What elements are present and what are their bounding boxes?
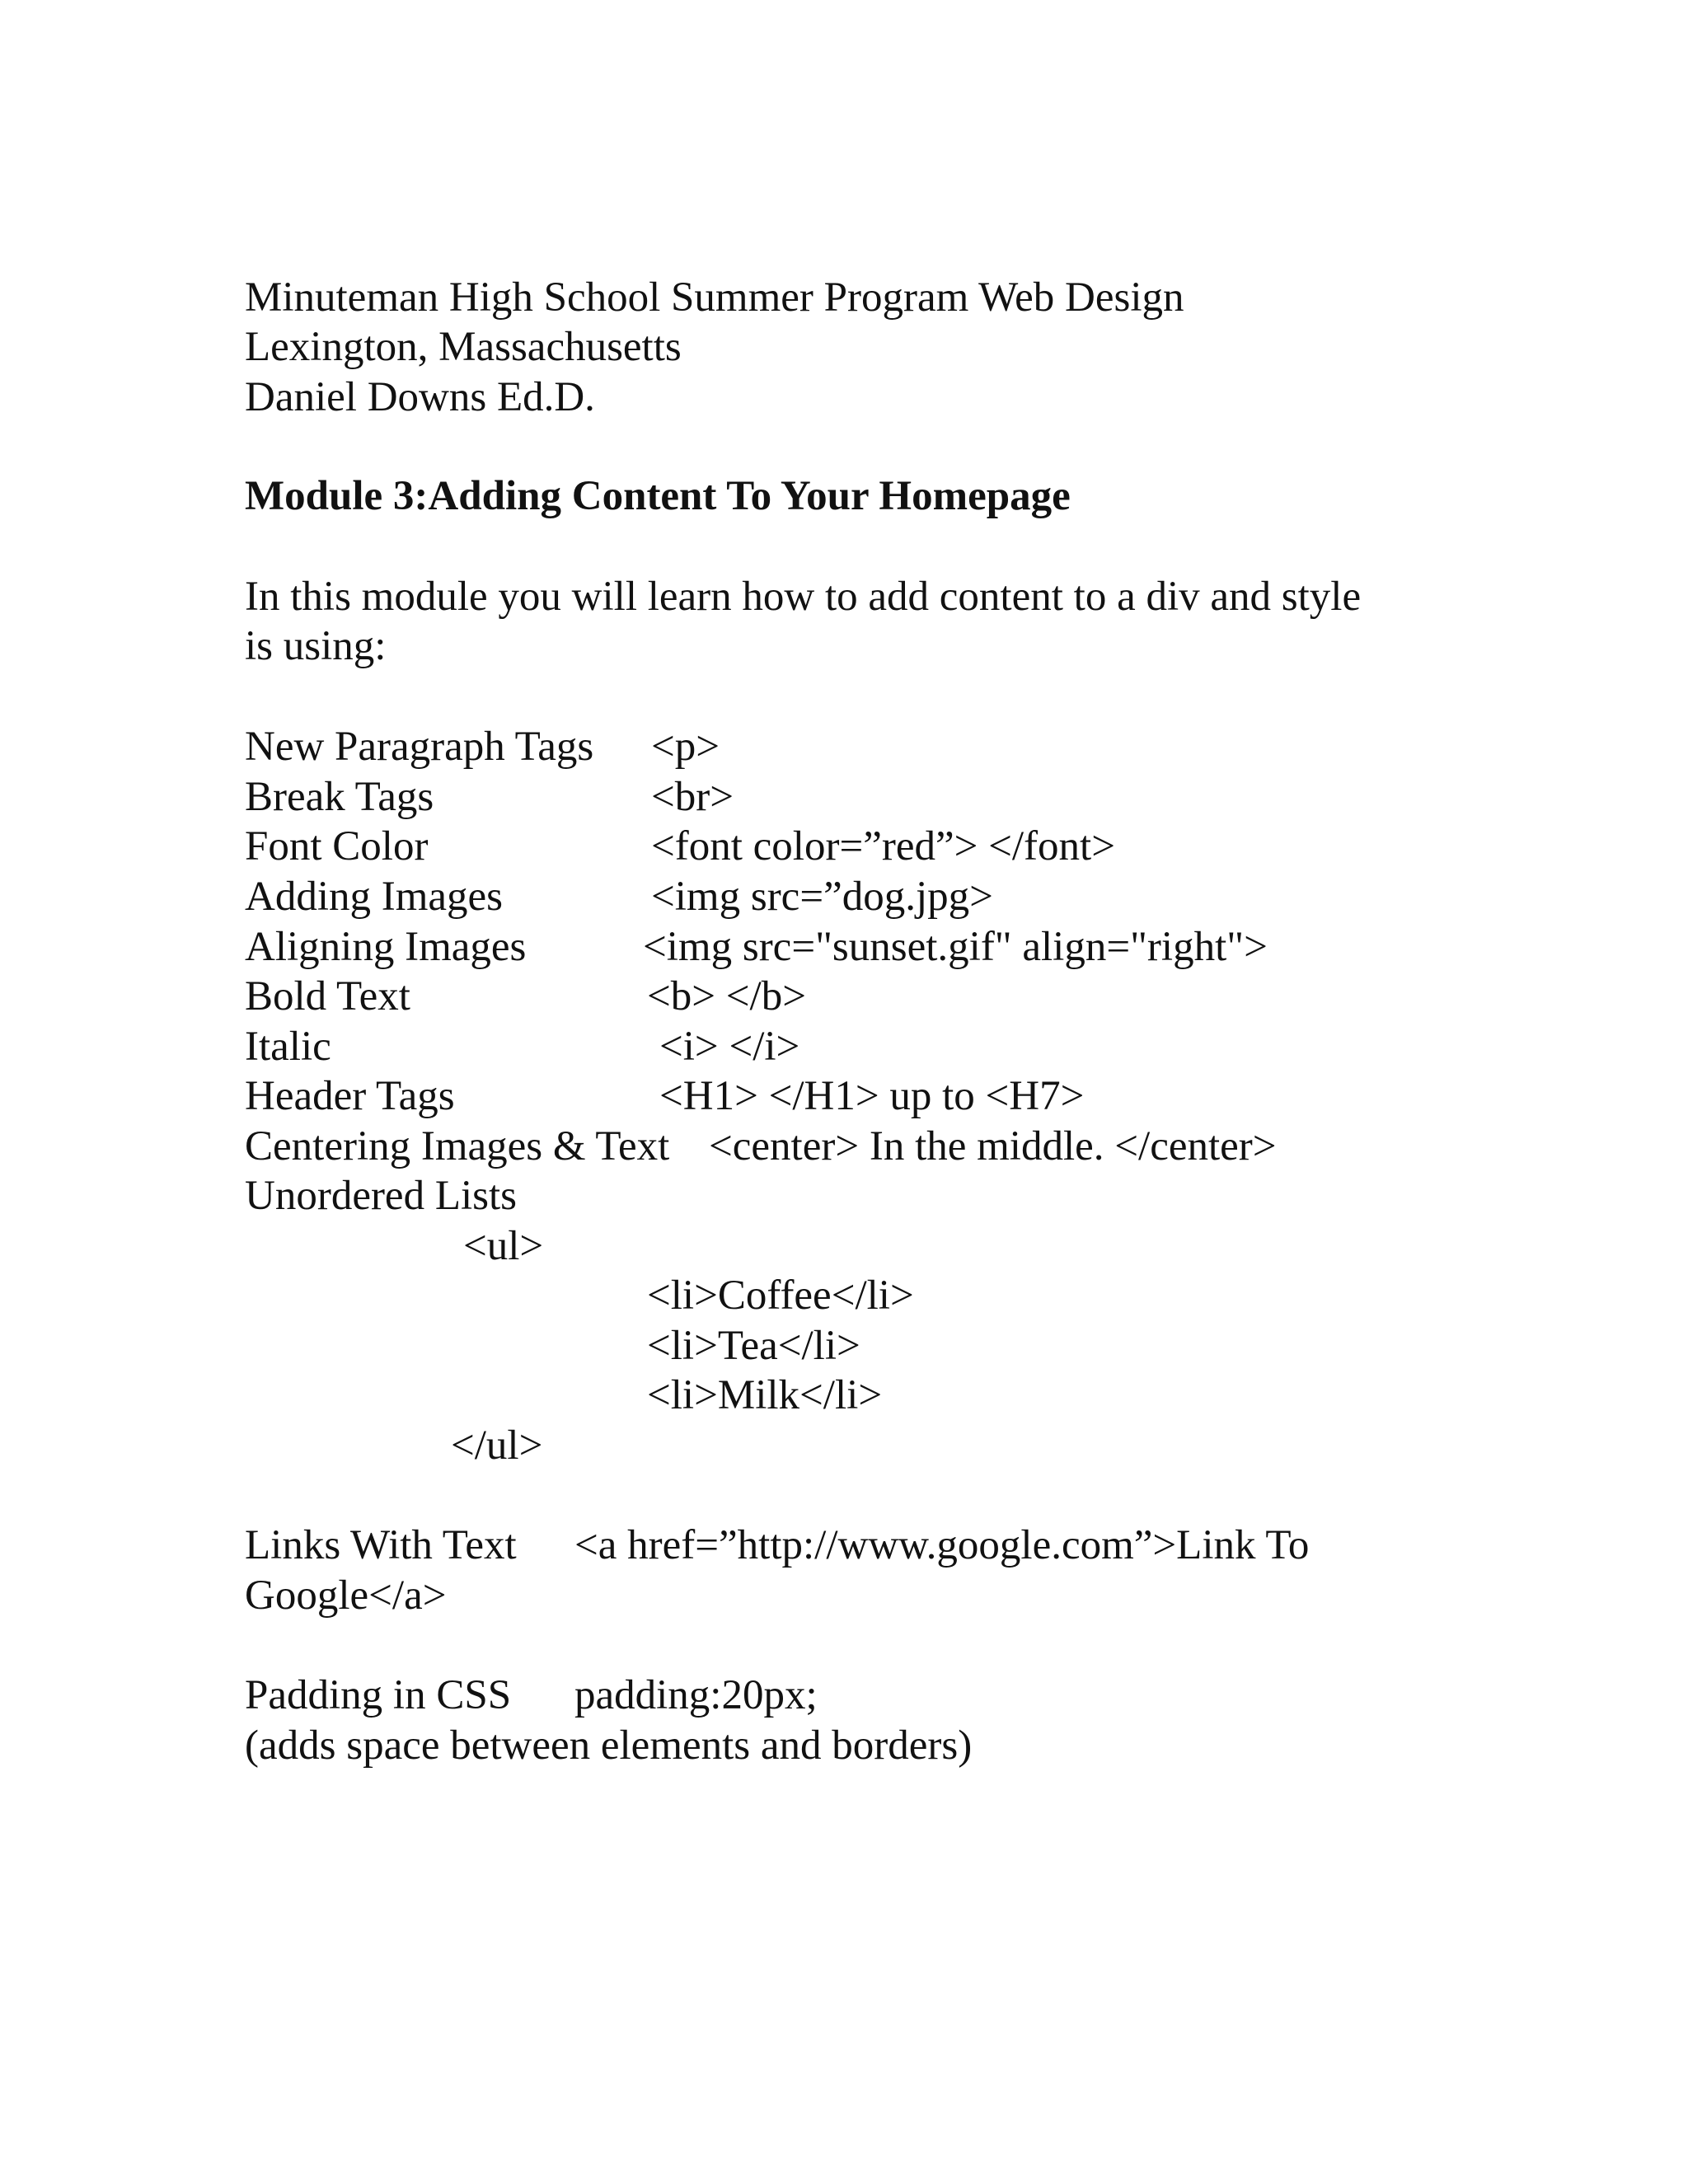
padding-note: (adds space between elements and borders) (245, 1722, 973, 1769)
tag-label: Font Color (245, 823, 429, 869)
li-item: <li>Milk</li> (647, 1372, 883, 1418)
tag-label: New Paragraph Tags (245, 724, 594, 770)
ul-close-tag: </ul> (451, 1422, 543, 1469)
padding-code: padding:20px; (574, 1672, 818, 1718)
tag-label: Bold Text (245, 973, 410, 1019)
tag-code: <p> (651, 724, 720, 770)
tag-code: <br> (651, 774, 734, 820)
header-line-program: Minuteman High School Summer Program Web Design (245, 274, 1184, 321)
tag-label: Header Tags (245, 1073, 455, 1119)
tag-label: Centering Images & Text (245, 1123, 670, 1169)
tag-code: <img src=”dog.jpg> (651, 874, 993, 920)
tag-code: <i> </i> (659, 1024, 800, 1070)
links-code-continued: Google</a> (245, 1572, 447, 1619)
tag-label: Adding Images (245, 874, 504, 920)
links-code: <a href=”http://www.google.com”>Link To (574, 1522, 1310, 1568)
module-title: Module 3:Adding Content To Your Homepage (245, 473, 1071, 519)
tag-code: <img src="sunset.gif" align="right"> (643, 924, 1268, 970)
li-item: <li>Tea</li> (647, 1323, 860, 1369)
tag-label: Aligning Images (245, 924, 527, 970)
tag-code: <H1> </H1> up to <H7> (659, 1073, 1085, 1119)
tag-label: Italic (245, 1024, 331, 1070)
ul-open-tag: <ul> (463, 1223, 544, 1269)
tag-code: <b> </b> (647, 973, 806, 1019)
tag-label: Break Tags (245, 774, 434, 820)
header-line-author: Daniel Downs Ed.D. (245, 374, 595, 420)
intro-line-2: is using: (245, 623, 387, 669)
tag-code: <font color=”red”> </font> (651, 823, 1115, 869)
unordered-lists-label: Unordered Lists (245, 1173, 518, 1219)
li-item: <li>Coffee</li> (647, 1272, 914, 1319)
intro-line-1: In this module you will learn how to add content to a div and style (245, 574, 1362, 620)
tag-code: <center> In the middle. </center> (709, 1123, 1277, 1169)
header-line-location: Lexington, Massachusetts (245, 324, 682, 370)
links-label: Links With Text (245, 1522, 517, 1568)
padding-label: Padding in CSS (245, 1672, 512, 1718)
